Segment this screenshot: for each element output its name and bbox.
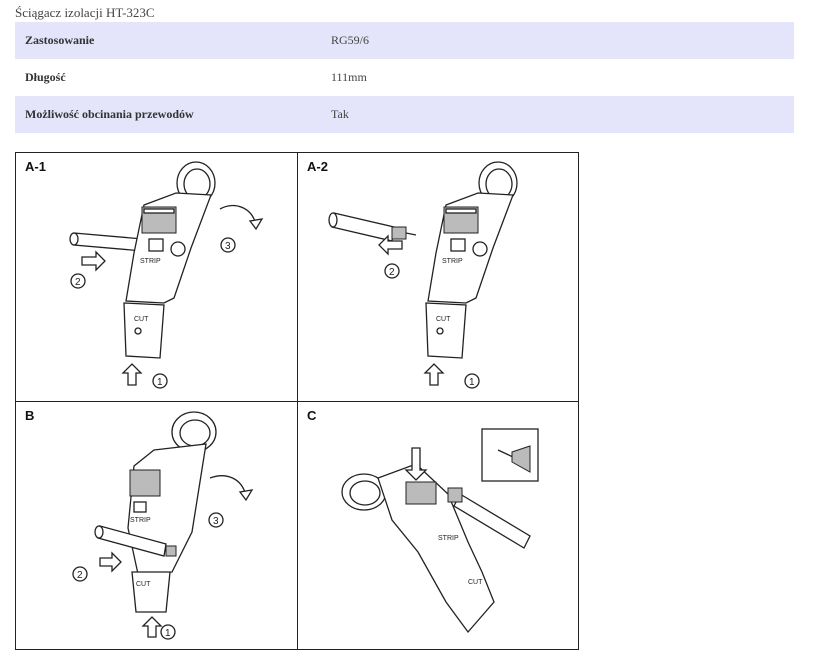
panel-a2 — [298, 153, 579, 401]
spec-row — [15, 22, 794, 59]
step-number: 2 — [75, 277, 81, 288]
spec-row — [15, 96, 794, 133]
spec-value: Tak — [321, 96, 794, 133]
spec-key: Długość — [25, 70, 66, 84]
usage-instructions-figure — [15, 152, 579, 650]
panel-label: C — [307, 408, 317, 423]
spec-row — [15, 59, 794, 96]
panel-c — [298, 402, 579, 650]
stripper-illustration — [16, 402, 265, 650]
spec-key: Zastosowanie — [15, 22, 321, 59]
step-number: 1 — [157, 377, 163, 388]
product-title: Ściągacz izolacji HT-323C — [15, 5, 155, 20]
strip-label: STRIP — [130, 517, 151, 524]
step-number: 3 — [213, 516, 219, 527]
cut-label: CUT — [436, 316, 451, 323]
push-arrow-icon — [82, 252, 105, 270]
step-number: 1 — [469, 377, 475, 388]
stripper-illustration — [298, 153, 579, 401]
spec-table — [15, 22, 794, 133]
step-number: 2 — [389, 267, 395, 278]
push-arrow-icon — [143, 617, 161, 637]
strip-label: STRIP — [140, 258, 161, 265]
step-number: 2 — [77, 570, 83, 581]
strip-label: STRIP — [442, 258, 463, 265]
stripper-illustration — [16, 153, 297, 401]
spec-value: 111mm — [331, 70, 367, 84]
cut-label: CUT — [134, 316, 149, 323]
panel-label: A-1 — [25, 159, 46, 174]
strip-label: STRIP — [438, 535, 459, 542]
step-number: 1 — [165, 628, 171, 639]
cut-label: CUT — [136, 581, 151, 588]
spec-value: RG59/6 — [321, 22, 794, 59]
spec-key: Możliwość obcinania przewodów — [15, 96, 321, 133]
cut-label: CUT — [468, 579, 483, 586]
stripper-illustration — [298, 402, 579, 650]
panel-label: A-2 — [307, 159, 328, 174]
push-arrow-icon — [100, 553, 121, 571]
push-arrow-icon — [123, 364, 141, 385]
panel-b — [16, 402, 297, 650]
panel-label: B — [25, 408, 35, 423]
push-arrow-icon — [425, 364, 443, 385]
panel-a1 — [16, 153, 297, 401]
step-number: 3 — [225, 241, 231, 252]
